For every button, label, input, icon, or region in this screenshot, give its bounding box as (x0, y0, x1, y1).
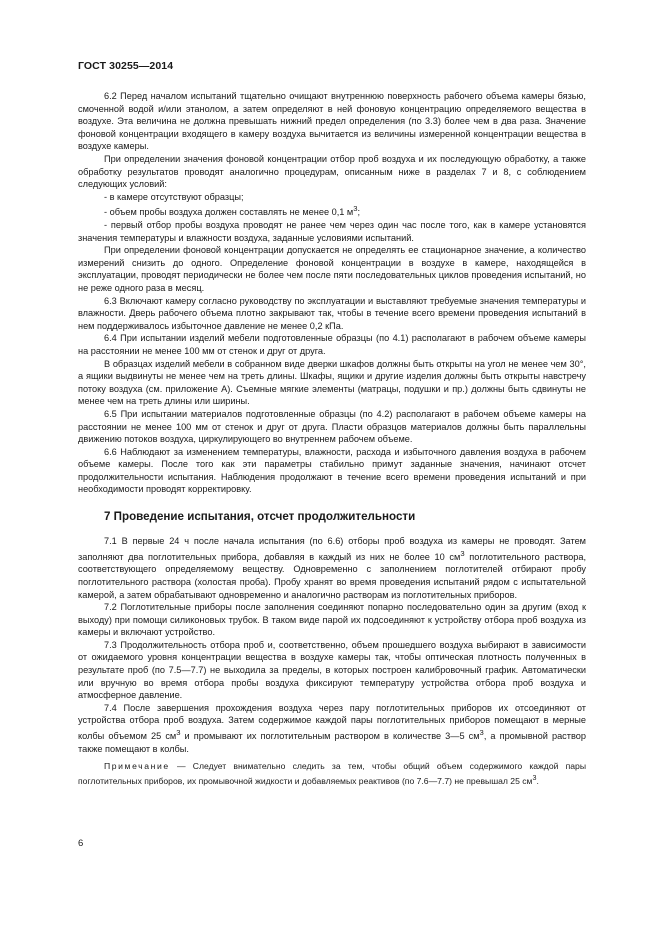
paragraph-6-3: 6.3 Включают камеру согласно руководству по эксплуатации и выставляют требуемые значения температуры и влажности. Дверь рабочего объема плотно закрывают так, чтобы в течение всего времени проведения испытаний в нем поддерживалось избыточное давление не менее 0,2 кПа. (78, 295, 586, 331)
paragraph-furniture-samples: В образцах изделий мебели в собранном виде дверки шкафов должны быть открыты на угол не менее чем 30°, а ящики выдвинуты не менее чем на треть длины. Шкафы, ящики и другие изделия должны быть открыты навстречу потоку воздуха (см. приложение А). Съемные мягкие элементы (матрацы, подушки и пр.) должны быть сдвинуты не менее чем на треть длины или ширины. (78, 358, 586, 407)
sample-volume-tail: ; (357, 207, 361, 218)
superscript: 3 (532, 773, 537, 782)
p71-before: 7.1 В первые 24 ч после начала испытания (по 6.6) отборы проб воздуха из камеры не проводят. Затем заполняют два поглотительных прибора, добавляя в каждый из них не более 10 см (78, 536, 586, 562)
paragraph-7-2: 7.2 Поглотительные приборы после заполнения соединяют попарно последовательно один за другим (вход к выходу) при помощи силиконовых трубок. В таком виде парой их подсоединяют к устройству отбора проб воздуха из камеры и включают устройство. (78, 602, 586, 638)
p74-part2: и промывают их поглотительным раствором в количестве 3—5 см (180, 731, 480, 742)
superscript: 3 (479, 728, 484, 738)
note-tail: . (536, 775, 539, 786)
document-body (78, 90, 586, 787)
paragraph-6-5: 6.5 При испытании материалов подготовленные образцы (по 4.2) располагают в рабочем объеме камеры на расстоянии не менее 100 мм от стенок и друг от друга. Пласти образцов материалов должны быть параллельны движению потоков воздуха, циркулирующего во внутреннем рабочем объеме. (78, 408, 586, 445)
paragraph-6-4: 6.4 При испытании изделий мебели подготовленные образцы (по 4.1) располагают в рабочем объеме камеры на расстоянии не менее 100 мм от стенок и друг от друга. (78, 333, 586, 356)
list-item-no-samples: - в камере отсутствуют образцы; (104, 191, 244, 202)
superscript: 3 (353, 204, 358, 214)
superscript: 3 (176, 728, 181, 738)
note-text: — Следует внимательно следить за тем, чтобы общий объем содержимого каждой пары поглотительных приборов, их промывочной жидкости и добавляемых реактивов (по 7.6—7.7) не превышал 25 см (78, 761, 586, 786)
list-item-first-sampling: - первый отбор пробы воздуха проводят не ранее чем через один час после того, как в камере установятся значения температуры и влажности воздуха, заданные условиями испытаний. (78, 220, 586, 243)
note-label: Примечание (104, 761, 170, 772)
p74-part1: 7.4 После завершения прохождения воздуха через пару поглотительных приборов их отсоединяют от устройства отбора проб воздуха. Затем содержимое каждой пары поглотительных приборов помещают в мерные колбы объемом 25 см (78, 702, 586, 742)
p71-after: поглотительного раствора, соответствующего определяемому веществу. Одновременно с заполнением поглотителей отбирают пробу поглотительного раствора (холостая проба). Пробу хранят во время проведения испытаний рядом с испытательной камерой, а затем обрабатывают одновременно и аналогично растворам из поглотительных приборов. (78, 551, 586, 600)
page-number: 6 (78, 838, 84, 849)
paragraph-7-3: 7.3 Продолжительность отбора проб и, соответственно, объем прошедшего воздуха выбирают в зависимости от ожидаемого уровня концентрации вещества в воздухе камеры так, чтобы оптическая плотность полученных в результате проб (по 7.5—7.7) не выходила за пределы, в которых построен калибровочный график. Автоматически или вручную во время отбора пробы воздуха фиксируют температуру устройства отбора проб воздуха и атмосферное давление. (78, 639, 586, 701)
document-header: ГОСТ 30255—2014 (78, 60, 174, 72)
sample-volume-text: - объем пробы воздуха должен составлять не менее 0,1 м (104, 207, 354, 218)
p74-part3: , а промывной раствор также помещают в колбы. (78, 731, 586, 754)
paragraph-6-2: 6.2 Перед началом испытаний тщательно очищают внутреннюю поверхность рабочего объема камеры бязью, смоченной водой и/или этанолом, а затем определяют в ней фоновую концентрацию определяемого вещества в воздухе. Эта величина не должна превышать нижний предел определения (по 3.3) более чем в два раза. Значение фоновой концентрации входящего в камеру воздуха вычитается из величины измеренной концентрации вещества в воздухе камеры. (78, 91, 586, 152)
paragraph-background-conditions: При определении значения фоновой концентрации отбор проб воздуха и их последующую обработку, а также обработку результатов проводят аналогично процедурам, описанным ниже в разделах 7 и 8, с соблюдением следующих условий: (78, 153, 586, 190)
superscript: 3 (460, 548, 465, 558)
paragraph-background-measurement: При определении фоновой концентрации допускается не определять ее стационарное значение, а количество измерений снизить до одного. Определение фоновой концентрации в воздухе в камере, находящейся в эксплуатации, проводят периодически не более чем после пяти последовательных циклов проведения испытаний, но не реже одного раза в месяц. (78, 245, 586, 293)
note (78, 761, 586, 787)
list-item-sample-volume (78, 203, 586, 219)
paragraph-7-4 (78, 702, 586, 755)
paragraph-7-1 (78, 535, 586, 601)
section-7-title: 7 Проведение испытания, отсчет продолжительности (104, 510, 416, 524)
paragraph-6-6: 6.6 Наблюдают за изменением температуры, влажности, расхода и избыточного давления воздуха в рабочем объеме камеры. После того как эти параметры стабильно примут заданные значения, начинают отсчет продолжительности испытания. Наблюдения продолжают в течение всего времени проведения испытаний и при необходимости проводят корректировку. (78, 446, 586, 495)
